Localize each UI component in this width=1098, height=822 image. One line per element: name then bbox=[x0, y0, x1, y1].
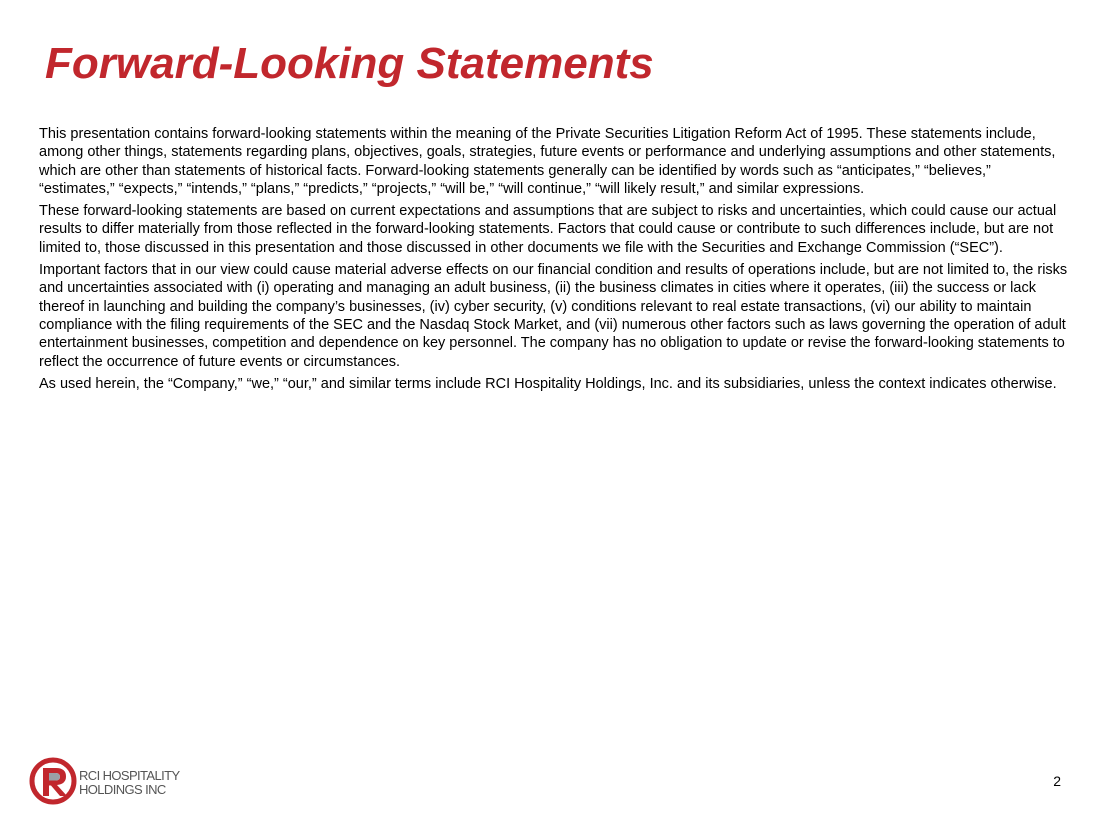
logo-wordmark bbox=[79, 769, 180, 797]
company-logo bbox=[29, 756, 189, 808]
logo-line-2: HOLDINGS INC bbox=[79, 782, 166, 797]
rci-r-logo-icon bbox=[29, 756, 79, 806]
slide-title: Forward-Looking Statements bbox=[45, 39, 654, 88]
paragraph-expectations: These forward-looking statements are based on current expectations and assumptions that are subject to risks and uncertainties, which could cause our actual results to differ materially from those reflected in the forward-looking statements. Factors that could cause or contribute to such differences include, but are not limited to, those discussed in this presentation and those discussed in other documents we file with the Securities and Exchange Commission (“SEC”). bbox=[39, 203, 1057, 256]
paragraph-intro: This presentation contains forward-looking statements within the meaning of the Private Securities Litigation Reform Act of 1995. These statements include, among other things, statements regarding plans, objectives, goals, strategies, future events or performance and underlying assumptions and other statements, which are other than statements of historical facts. Forward-looking statements generally can be identified by words such as “anticipates,” “believes,” “estimates,” “expects,” “intends,” “plans,” “predicts,” “projects,” “will be,” “will continue,” “will likely result,” and similar expressions. bbox=[39, 126, 1056, 197]
paragraph-definitions: As used herein, the “Company,” “we,” “our,” and similar terms include RCI Hospitality Holdings, Inc. and its subsidiaries, unless the context indicates otherwise. bbox=[39, 375, 1057, 392]
logo-line-1: RCI HOSPITALITY bbox=[79, 768, 180, 783]
paragraph-risk-factors: Important factors that in our view could cause material adverse effects on our financial condition and results of operations include, but are not limited to, the risks and uncertainties associated with (i) operating and managing an adult business, (ii) the business climates in cities where it operates, (iii) the success or lack thereof in launching and building the company’s businesses, (iv) cyber security, (v) conditions relevant to real estate transactions, (vi) our ability to maintain compliance with the filing requirements of the SEC and the Nasdaq Stock Market, and (vii) numerous other factors such as laws governing the operation of adult entertainment businesses, competition and dependence on key personnel. The company has no obligation to update or revise the forward-looking statements to reflect the occurrence of future events or circumstances. bbox=[39, 262, 1068, 370]
body-text bbox=[39, 125, 1069, 397]
page-number: 2 bbox=[1053, 773, 1061, 789]
